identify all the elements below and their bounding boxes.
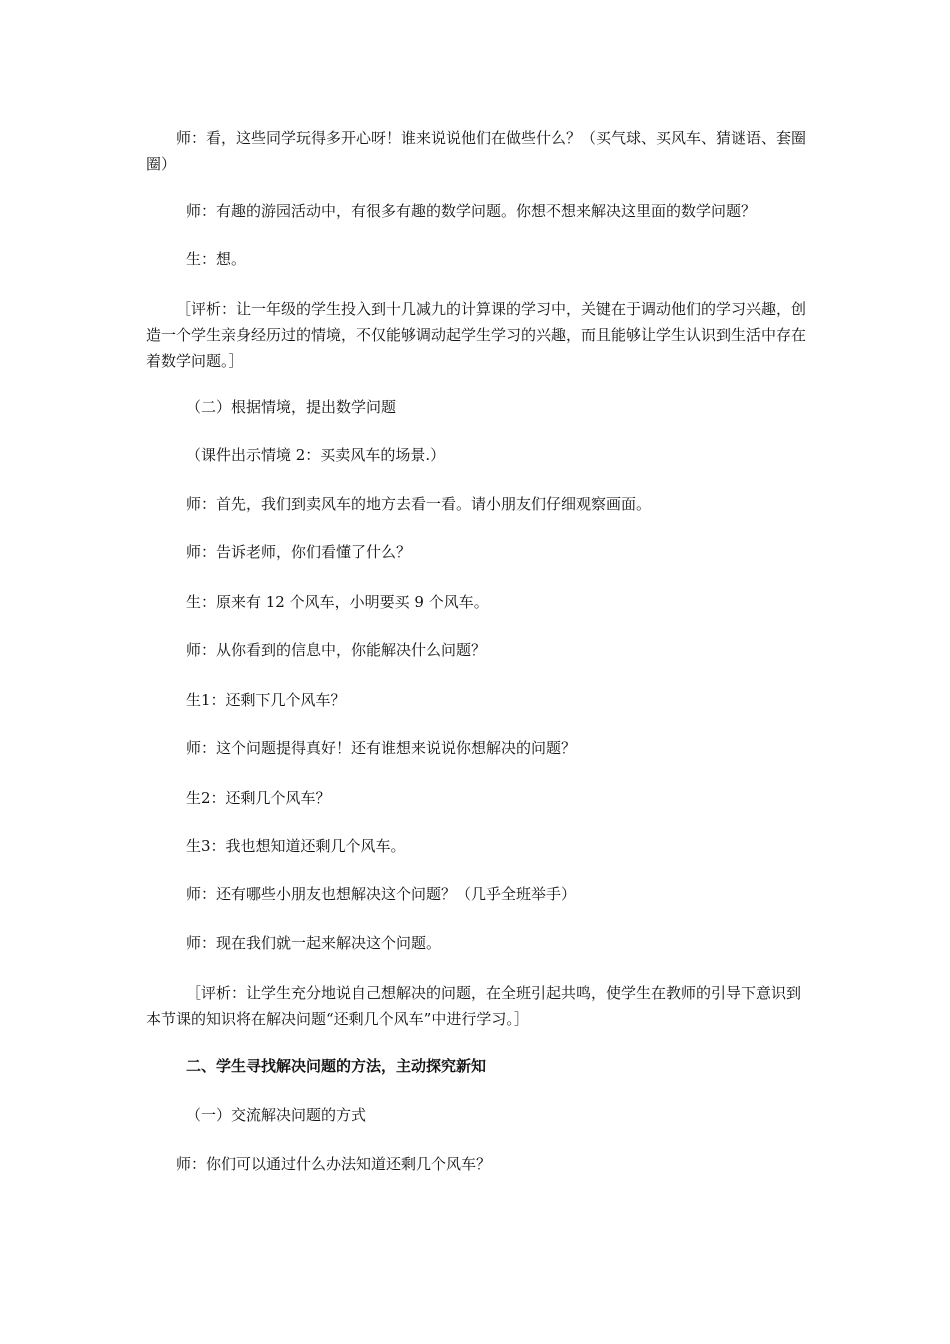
paragraph: 师：有趣的游园活动中，有很多有趣的数学问题。你想不想来解决这里面的数学问题？ <box>186 202 757 220</box>
paragraph: 师：从你看到的信息中，你能解决什么问题？ <box>186 641 487 659</box>
paragraph: 生1：还剩下几个风车？ <box>186 691 346 709</box>
paragraph: 生3：我也想知道还剩几个风车。 <box>186 837 406 855</box>
paragraph: 师：还有哪些小朋友也想解决这个问题？（几乎全班举手） <box>186 885 577 903</box>
annotation-paragraph: ［评析：让学生充分地说自己想解决的问题，在全班引起共鸣，使学生在教师的引导下意识到本节课的知识将在解决问题“还剩几个风车”中进行学习。］ <box>146 984 802 1028</box>
paragraph: 师：看，这些同学玩得多开心呀！谁来说说他们在做些什么？（买气球、买风车、猜谜语、套圈圈） <box>146 129 807 173</box>
annotation-paragraph: ［评析：让一年级的学生投入到十几减九的计算课的学习中，关键在于调动他们的学习兴趣，创造一个学生亲身经历过的情境，不仅能够调动起学生学习的兴趣，而且能够让学生认识到生活中存在着数学问题。］ <box>146 300 807 370</box>
section-subheading: （二）根据情境，提出数学问题 <box>186 398 397 416</box>
paragraph: 师：你们可以通过什么办法知道还剩几个风车？ <box>176 1155 492 1173</box>
paragraph: 师：这个问题提得真好！还有谁想来说说你想解决的问题？ <box>186 739 577 757</box>
paragraph: 师：告诉老师，你们看懂了什么？ <box>186 543 412 561</box>
paragraph: 生2：还剩几个风车？ <box>186 789 331 807</box>
section-heading: 二、学生寻找解决问题的方法，主动探究新知 <box>186 1057 487 1075</box>
paragraph: 师：首先，我们到卖风车的地方去看一看。请小朋友们仔细观察画面。 <box>186 495 652 513</box>
paragraph: （课件出示情境 2：买卖风车的场景.） <box>186 446 446 464</box>
paragraph: 生：想。 <box>186 250 247 268</box>
section-subheading: （一）交流解决问题的方式 <box>186 1106 367 1124</box>
paragraph: 生：原来有 12 个风车，小明要买 9 个风车。 <box>186 593 489 611</box>
paragraph: 师：现在我们就一起来解决这个问题。 <box>186 934 442 952</box>
